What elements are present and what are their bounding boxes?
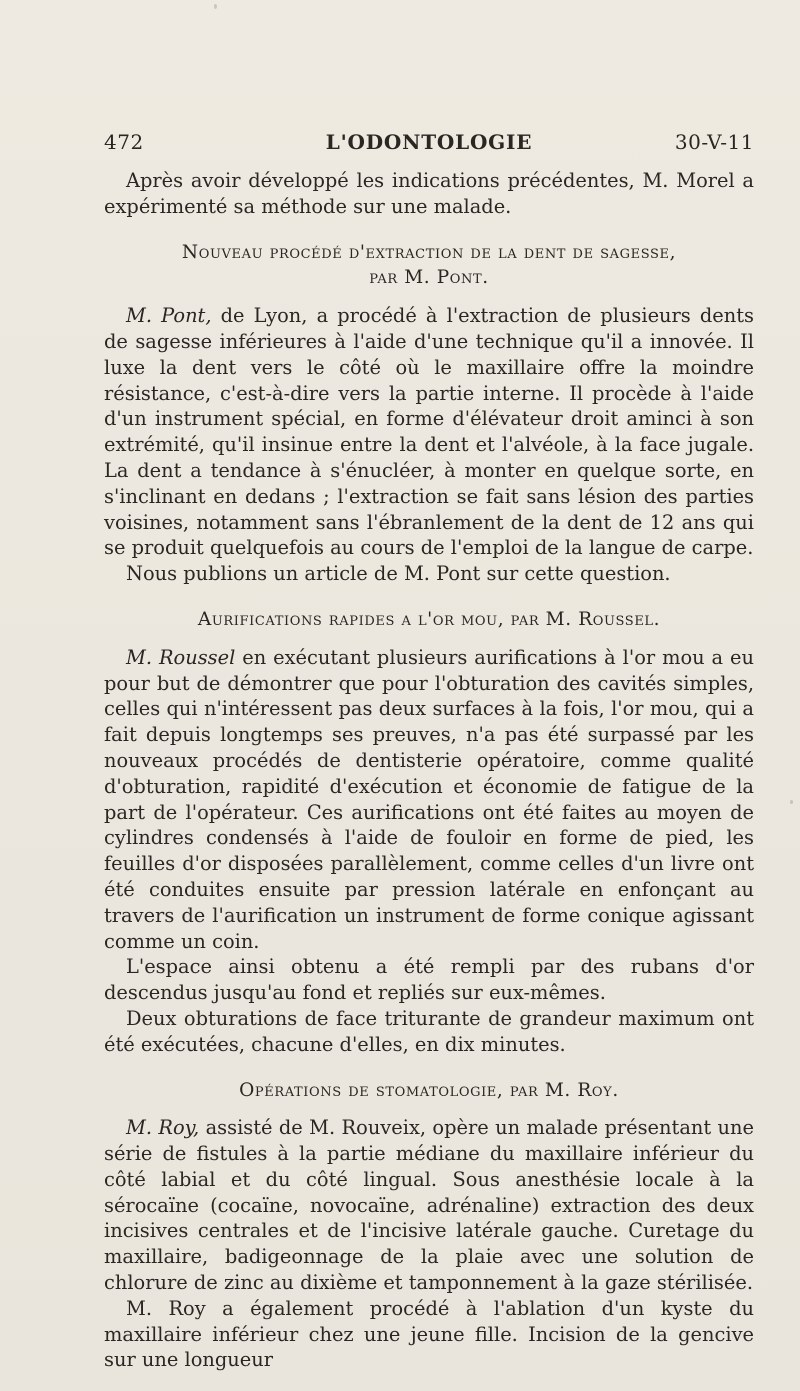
paragraph bbox=[104, 1115, 754, 1296]
author-name: M. Roussel bbox=[126, 645, 236, 669]
running-header bbox=[104, 130, 754, 156]
section-heading-roy: Opérations de stomatologie, par M. Roy. bbox=[239, 1079, 619, 1101]
journal-title: L'ODONTOLOGIE bbox=[325, 130, 533, 154]
paragraph bbox=[104, 303, 754, 561]
paragraph: Nous publions un article de M. Pont sur cette question. bbox=[126, 562, 671, 586]
author-name: M. Pont, bbox=[126, 304, 212, 328]
page-number: 472 bbox=[104, 130, 144, 154]
paragraph: L'espace ainsi obtenu a été rempli par des rubans d'or descendus jusqu'au fond et repliés sur eux-mêmes. bbox=[104, 955, 754, 1005]
paper-speck bbox=[214, 4, 217, 9]
paragraph-text: de Lyon, a procédé à l'extraction de plusieurs dents de sagesse inférieures à l'aide d'une technique qu'il a innovée. Il luxe la dent vers le côté où le maxillaire offre la moindre résistance, c'est-à-dire vers la partie interne. Il procède à l'aide d'un instrument spécial, en forme d'élévateur droit aminci à son extrémité, qu'il insinue entre la dent et l'alvéole, à la face jugale. La dent a tendance à s'énucléer, à monter en quelque sorte, en s'inclinant en dedans ; l'extraction se fait sans lésion des parties voisines, notamment sans l'ébranlement de la dent de 12 ans qui se produit quelquefois au cours de l'emploi de la langue de carpe. bbox=[104, 304, 754, 560]
issue-date: 30-V-11 bbox=[674, 130, 754, 154]
paragraph-text: assisté de M. Rouveix, opère un malade présentant une série de fistules à la partie médiane du maxillaire inférieur du côté labial et du côté lingual. Sous anesthésie locale à la sérocaïne (cocaïne, novocaïne, adrénaline) extraction des deux incisives centrales et de l'incisive latérale gauche. Curetage du maxillaire, badigeonnage de la plaie avec une solution de chlorure de zinc au dixième et tamponnement à la gaze stérilisée. bbox=[104, 1116, 754, 1295]
paragraph: Deux obturations de face triturante de grandeur maximum ont été exécutées, chacune d'elles, en dix minutes. bbox=[104, 1006, 754, 1056]
paragraph bbox=[104, 645, 754, 955]
intro-paragraph: Après avoir développé les indications précédentes, M. Morel a expérimenté sa méthode sur une malade. bbox=[104, 169, 754, 218]
section-heading-pont bbox=[104, 240, 754, 292]
heading-line: Nouveau procédé d'extraction de la dent de sagesse, bbox=[181, 241, 677, 263]
paper-speck bbox=[790, 800, 793, 804]
article-body bbox=[104, 168, 754, 1373]
paragraph-text: en exécutant plusieurs aurifications à l'or mou a eu pour but de démontrer que pour l'obturation des cavités simples, celles qui n'intéressent pas deux surfaces à la fois, l'or mou, qui a fait depuis longtemps ses preuves, n'a pas été surpassé par les nouveaux procédés de dentisterie opératoire, comme qualité d'obturation, rapidité d'exécution et économie de fatigue de la part de l'opérateur. Ces aurifications ont été faites au moyen de cylindres condensés à l'aide de fouloir en forme de pied, les feuilles d'or disposées parallèlement, comme celles d'un livre ont été conduites ensuite par pression latérale en enfonçant au travers de l'aurification un instrument de forme conique agissant comme un coin. bbox=[104, 645, 754, 953]
heading-line: par M. Pont. bbox=[369, 267, 489, 289]
paragraph: M. Roy a également procédé à l'ablation d'un kyste du maxillaire inférieur chez une jeune fille. Incision de la gencive sur une longueur bbox=[104, 1296, 754, 1372]
author-name: M. Roy, bbox=[126, 1116, 200, 1140]
section-heading-roussel: Aurifications rapides a l'or mou, par M. Roussel. bbox=[197, 608, 661, 630]
